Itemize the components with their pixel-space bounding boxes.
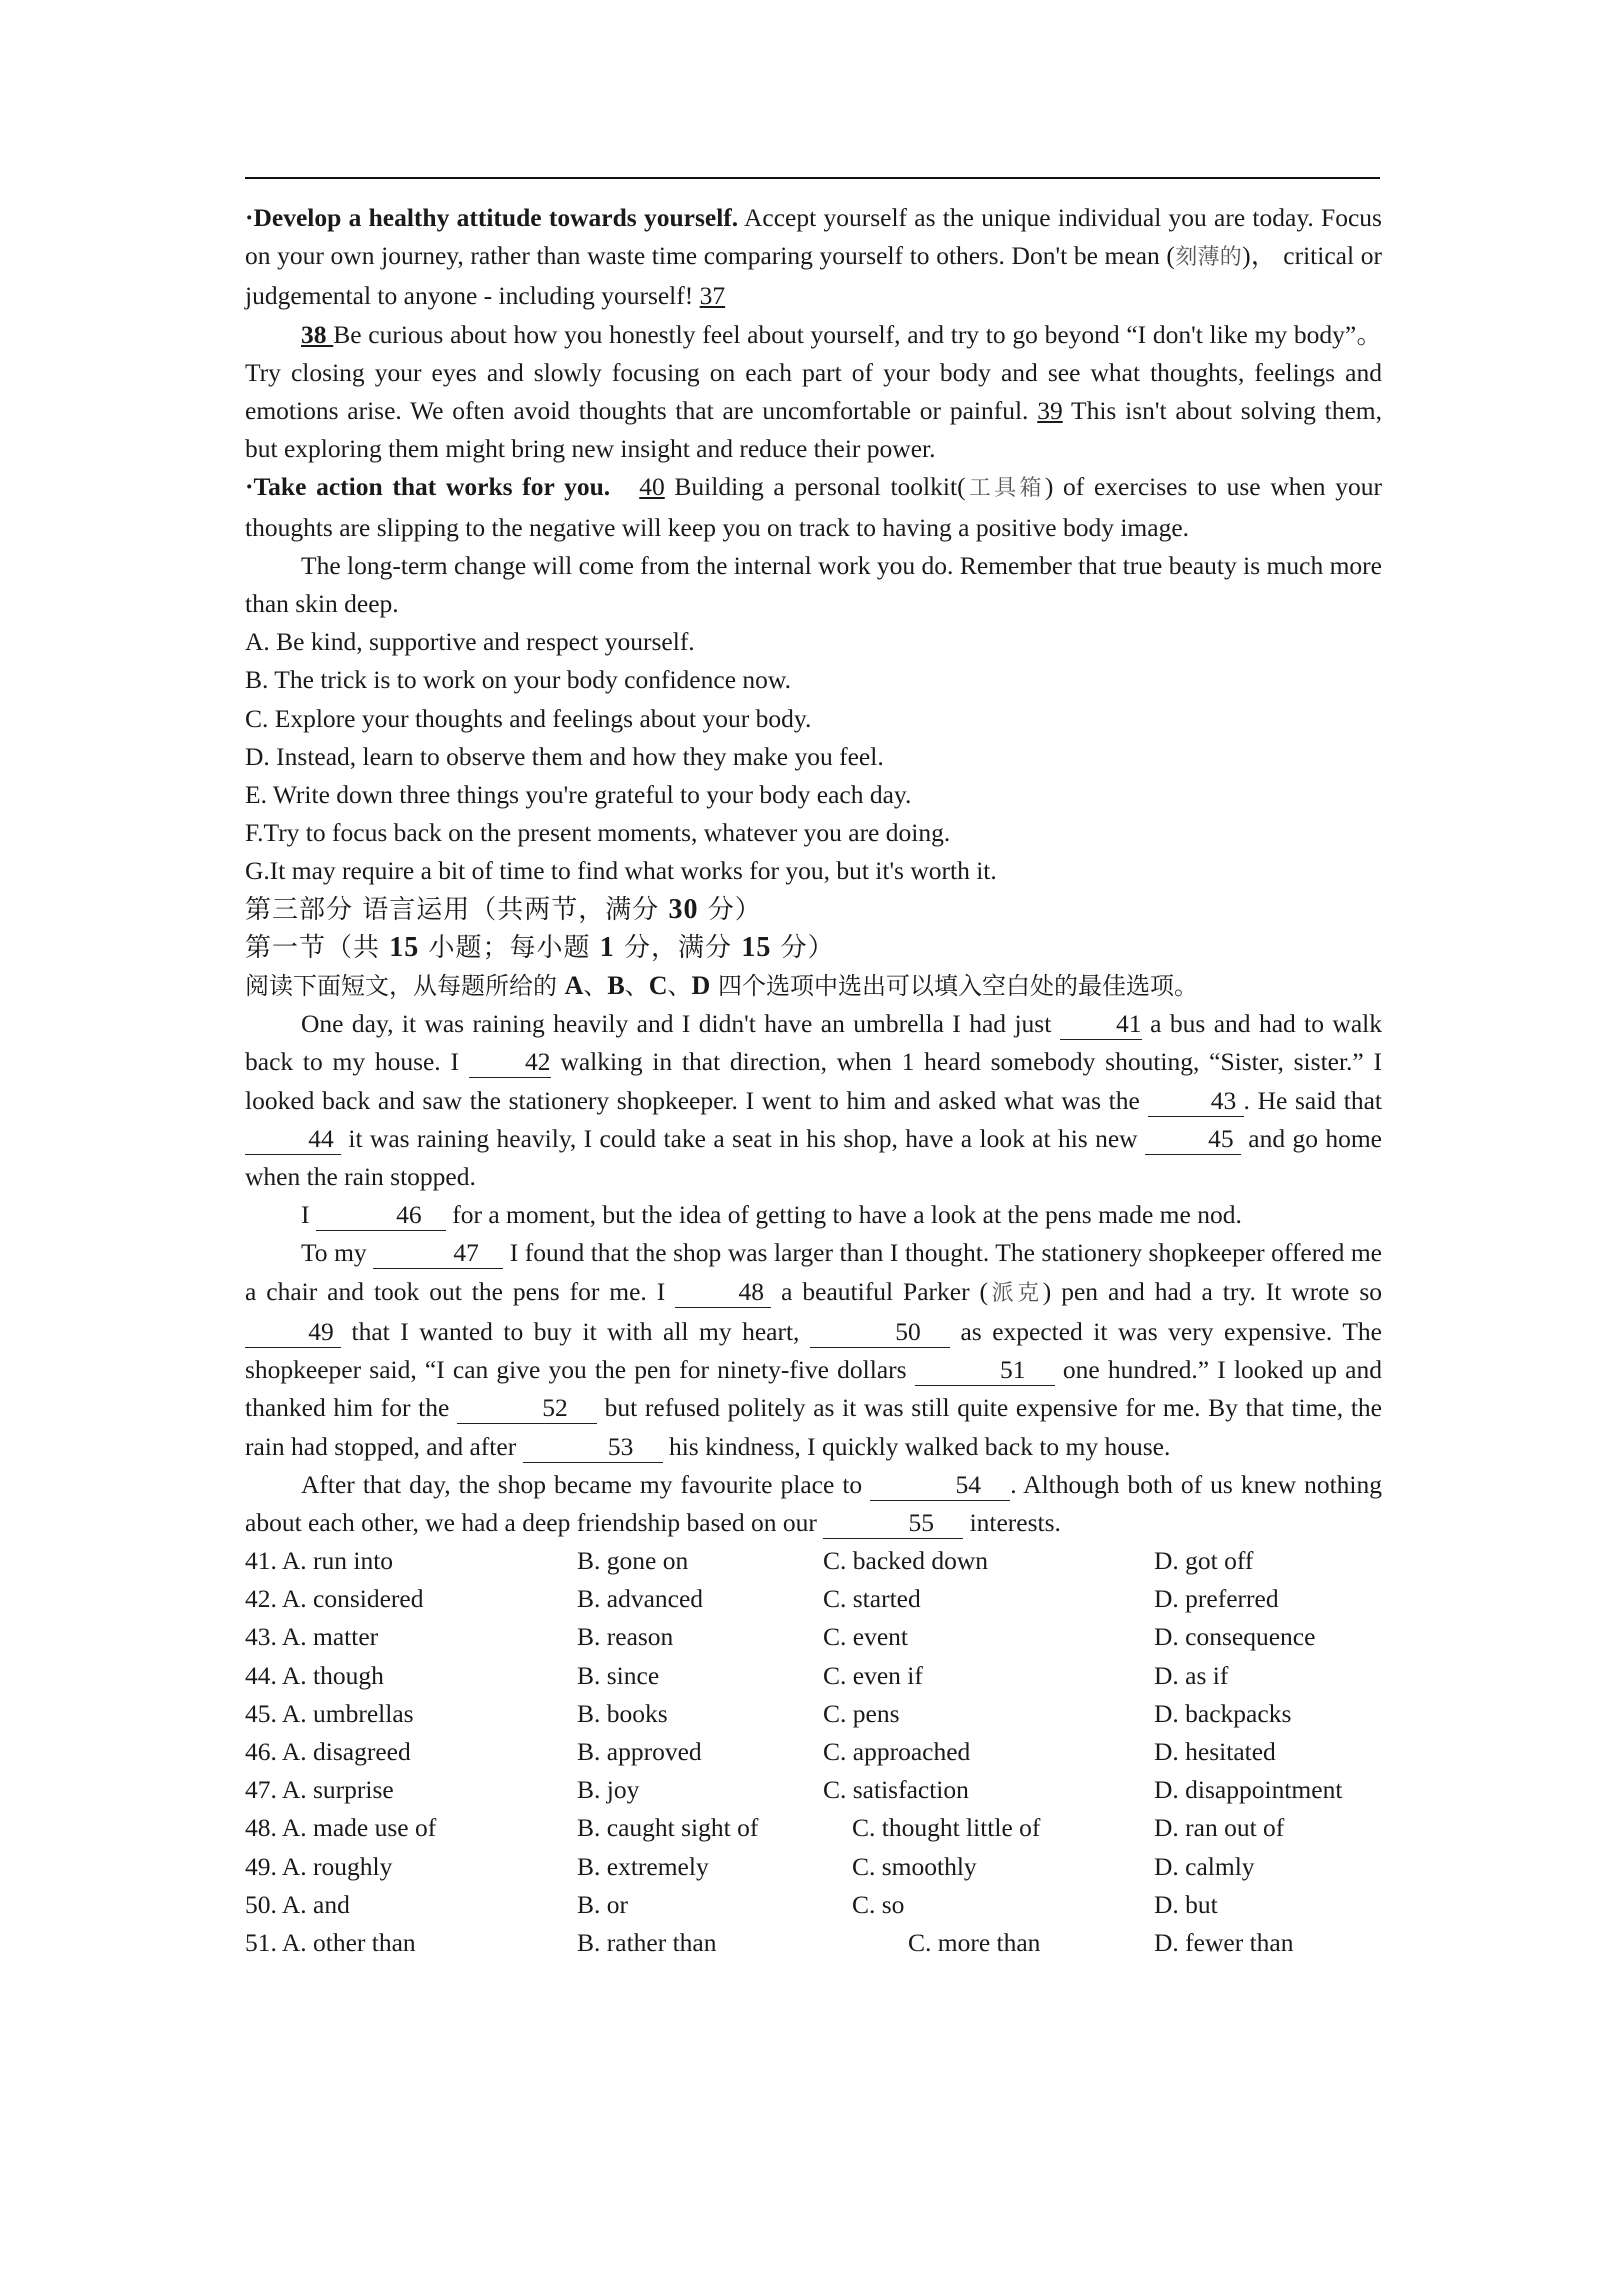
choice-b: B. or	[577, 1889, 628, 1919]
heading-attitude: ·Develop a healthy attitude towards yourself.	[245, 203, 739, 232]
text: a beautiful Parker (	[771, 1276, 989, 1306]
page-content	[245, 199, 1382, 1962]
blank-43: 43	[1148, 1086, 1244, 1117]
chinese-gloss: 刻薄的	[1174, 245, 1243, 271]
heading-action: ·Take action that works for you.	[245, 472, 611, 502]
text: 、	[624, 972, 649, 1001]
choice-b: B. advanced	[577, 1584, 704, 1614]
chinese-gloss: 派克	[988, 1280, 1043, 1306]
paragraph-attitude	[245, 199, 1382, 316]
text: 15	[389, 931, 420, 963]
choice-b: B. approved	[577, 1737, 702, 1767]
text: After that day, the shop became my favourite place to	[301, 1469, 871, 1499]
text: Accept yourself as the unique individual you are today. Focus on your own journey, rather than waste time comparing yourself to others. Don't be mean (	[245, 203, 1382, 271]
text: 分，满分	[614, 932, 742, 963]
text: 15	[741, 931, 772, 963]
text: 第一节（共	[245, 932, 390, 963]
text: walking in that direction, when 1 heard somebody shouting, “Sister, sister.” I looked back and saw the stationery shopkeeper. I went to him and asked what was the	[245, 1047, 1382, 1115]
blank-38: 38	[301, 319, 334, 349]
text: but refused politely as it was still quite expensive for me. By that time, the rain had stopped, and after	[245, 1393, 1382, 1461]
choice-b: B. since	[577, 1660, 660, 1690]
question-49	[245, 1848, 1382, 1886]
choice-d: D. preferred	[1154, 1584, 1279, 1614]
choice-d: D. consequence	[1154, 1622, 1316, 1652]
text: D	[691, 971, 711, 1001]
choice-b: B. reason	[577, 1622, 674, 1652]
blank-52: 52	[457, 1393, 597, 1424]
choice-d: D. calmly	[1154, 1851, 1255, 1881]
text: 分）	[698, 894, 762, 925]
text: I found that the shop was larger than I thought. The stationery shopkeeper offered me a chair and took out the pens for me. I	[245, 1238, 1382, 1306]
text: This isn't about solving them, but exploring them might bring new insight and reduce their power.	[245, 396, 1382, 464]
choice-d: D. ran out of	[1154, 1813, 1285, 1843]
text: for a moment, but the idea of getting to have a look at the pens made me nod.	[445, 1200, 1242, 1230]
choice-d: D. disappointment	[1154, 1775, 1343, 1805]
choice-a: 47. A. surprise	[245, 1775, 394, 1805]
paragraph-action	[245, 468, 1382, 546]
question-44	[245, 1657, 1382, 1695]
choice-c: C. more than	[908, 1927, 1041, 1957]
choice-a: 41. A. run into	[245, 1546, 394, 1576]
choice-c: C. even if	[823, 1660, 923, 1690]
text: I	[301, 1200, 316, 1230]
choice-a: 48. A. made use of	[245, 1813, 437, 1843]
text: 、	[583, 972, 608, 1001]
question-45	[245, 1695, 1382, 1733]
question-47	[245, 1771, 1382, 1809]
blank-45: 45	[1145, 1124, 1241, 1155]
question-50	[245, 1886, 1382, 1924]
option-c: C. Explore your thoughts and feelings about your body.	[245, 703, 812, 733]
question-43	[245, 1618, 1382, 1656]
blank-41: 41	[1060, 1009, 1142, 1040]
text: a bus and had to walk back to my house. I	[245, 1009, 1383, 1077]
blank-46: 46	[316, 1200, 446, 1231]
question-48	[245, 1809, 1382, 1847]
text: To my	[301, 1238, 374, 1268]
choice-b: B. books	[577, 1698, 668, 1728]
question-46	[245, 1733, 1382, 1771]
text: Building a personal toolkit(	[664, 472, 966, 502]
blank-44: 44	[245, 1124, 341, 1155]
choice-a: 43. A. matter	[245, 1622, 379, 1652]
choice-d: D. hesitated	[1154, 1737, 1276, 1767]
cloze-paragraph-1	[245, 1005, 1382, 1196]
text: )， critical or judgemental to anyone - including yourself!	[245, 241, 1382, 311]
question-41	[245, 1542, 1382, 1580]
choice-d: D. as if	[1154, 1660, 1229, 1690]
option-a: A. Be kind, supportive and respect yourself.	[245, 627, 695, 657]
choice-a: 42. A. considered	[245, 1584, 424, 1614]
top-rule	[245, 177, 1380, 179]
text: and go home when the rain stopped.	[245, 1123, 1382, 1192]
text: ) pen and had a try. It wrote so	[1042, 1276, 1382, 1306]
instructions	[245, 967, 1382, 1005]
blank-50: 50	[810, 1317, 950, 1348]
option-d: D. Instead, learn to observe them and how they make you feel.	[245, 741, 884, 771]
choice-d: D. but	[1154, 1889, 1218, 1919]
text: one hundred.” I looked up and thanked him for the	[245, 1355, 1382, 1423]
blank-54: 54	[870, 1470, 1010, 1501]
blank-49: 49	[245, 1317, 341, 1348]
text: 30	[668, 893, 699, 925]
section-title	[245, 891, 1382, 929]
choice-c: C. so	[852, 1889, 905, 1919]
text: 第三部分 语言运用（共两节，满分	[245, 894, 669, 925]
blank-47: 47	[373, 1238, 503, 1269]
subsection-title	[245, 929, 1382, 967]
blank-48: 48	[675, 1277, 771, 1308]
cloze-paragraph-3	[245, 1234, 1382, 1465]
option-e: E. Write down three things you're grateful to your body each day.	[245, 780, 912, 810]
text: ) of exercises to use when your thoughts are slipping to the negative will keep you on track to having a positive body image.	[245, 472, 1382, 542]
text: A	[564, 971, 584, 1001]
text: 阅读下面短文，从每题所给的	[245, 972, 565, 1001]
choice-b: B. joy	[577, 1775, 640, 1805]
choice-c: C. backed down	[823, 1546, 989, 1576]
text: it was raining heavily, I could take a seat in his shop, have a look at his new	[341, 1123, 1145, 1153]
choice-d: D. backpacks	[1154, 1698, 1292, 1728]
choice-d: D. fewer than	[1154, 1927, 1294, 1957]
text: 分）	[771, 932, 835, 963]
choice-a: 49. A. roughly	[245, 1851, 393, 1881]
option-g: G.It may require a bit of time to find what works for you, but it's worth it.	[245, 856, 997, 886]
question-list	[245, 1542, 1382, 1962]
blank-42: 42	[469, 1047, 551, 1078]
choice-a: 45. A. umbrellas	[245, 1698, 414, 1728]
text: . Although both of us knew nothing about each other, we had a deep friendship based on our	[245, 1469, 1382, 1537]
text: 四个选项中选出可以填入空白处的最佳选项。	[710, 972, 1198, 1001]
question-51	[245, 1924, 1382, 1962]
choice-c: C. approached	[823, 1737, 971, 1767]
choice-b: B. extremely	[577, 1851, 709, 1881]
chinese-gloss: 工具箱	[965, 476, 1045, 502]
option-f: F.Try to focus back on the present moments, whatever you are doing.	[245, 818, 951, 848]
paragraph-long-term: The long-term change will come from the internal work you do. Remember that true beauty is much more than skin deep.	[245, 550, 1382, 619]
choice-c: C. smoothly	[852, 1851, 977, 1881]
text: One day, it was raining heavily and I didn't have an umbrella I had just	[301, 1009, 1060, 1039]
choice-a: 46. A. disagreed	[245, 1737, 411, 1767]
choice-a: 51. A. other than	[245, 1927, 416, 1957]
blank-51: 51	[915, 1355, 1055, 1386]
choice-b: B. gone on	[577, 1546, 689, 1576]
choice-c: C. pens	[823, 1698, 900, 1728]
text: 1	[599, 931, 615, 963]
blank-37: 37	[699, 281, 726, 311]
text: 、	[667, 972, 692, 1001]
text: that I wanted to buy it with all my heart,	[341, 1316, 810, 1346]
blank-53: 53	[523, 1432, 663, 1463]
text: C	[648, 971, 668, 1001]
choice-c: C. satisfaction	[823, 1775, 969, 1805]
text: Be curious about how you honestly feel about yourself, and try to go beyond “I don't like my body”。 Try closing your eyes and slowly focusing on each part of your body and see what thoughts, feelings and emotions arise. We often avoid thoughts that are uncomfortable or painful.	[245, 319, 1383, 426]
text: B	[607, 971, 625, 1001]
choice-d: D. got off	[1154, 1546, 1254, 1576]
choice-c: C. started	[823, 1584, 921, 1614]
text: 小题；每小题	[419, 932, 600, 963]
choice-b: B. caught sight of	[577, 1813, 759, 1843]
question-42	[245, 1580, 1382, 1618]
cloze-paragraph-2	[245, 1196, 1382, 1234]
cloze-paragraph-4	[245, 1466, 1382, 1542]
choice-a: 44. A. though	[245, 1660, 384, 1690]
blank-40: 40	[639, 472, 665, 502]
choice-c: C. thought little of	[852, 1813, 1041, 1843]
option-b: B. The trick is to work on your body confidence now.	[245, 665, 792, 695]
paragraph-curious	[245, 316, 1382, 469]
blank-55: 55	[823, 1508, 963, 1539]
choice-a: 50. A. and	[245, 1889, 350, 1919]
blank-39: 39	[1037, 396, 1063, 426]
choice-c: C. event	[823, 1622, 908, 1652]
text: his kindness, I quickly walked back to my house.	[662, 1431, 1171, 1461]
text: . He said that	[1243, 1085, 1382, 1115]
choice-b: B. rather than	[577, 1927, 717, 1957]
text: as expected it was very expensive. The shopkeeper said, “I can give you the pen for ninety-five dollars	[245, 1316, 1382, 1385]
text: interests.	[963, 1507, 1061, 1537]
